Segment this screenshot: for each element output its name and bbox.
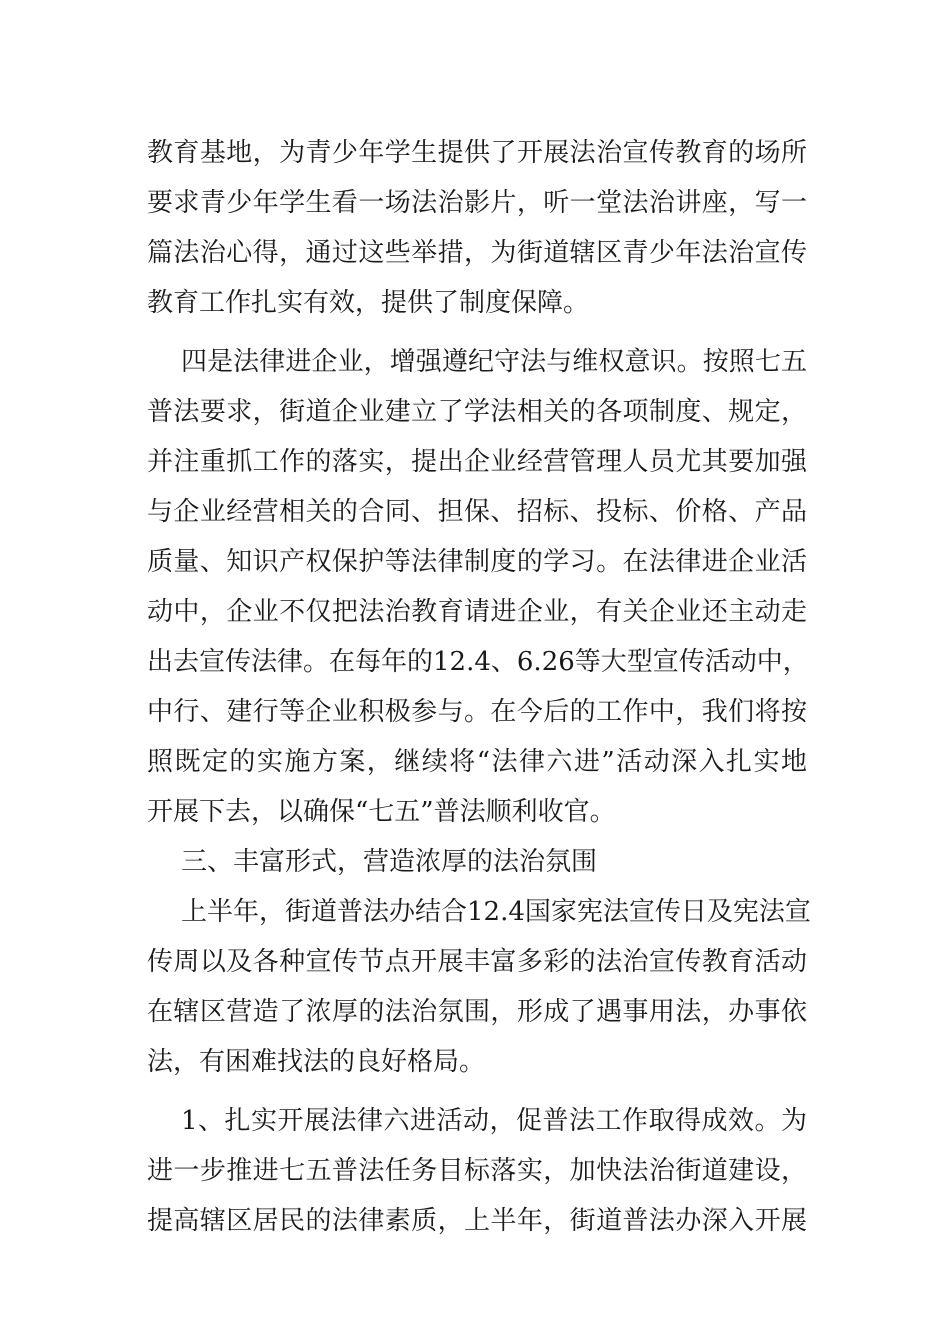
text-line: 法，有困难找法的良好格局。 xyxy=(147,1047,486,1077)
document-body xyxy=(147,128,811,1246)
text-line: 教育基地，为青少年学生提供了开展法治宣传教育的场所 xyxy=(147,138,807,168)
section-heading-three xyxy=(147,837,807,887)
text-line: 1、扎实开展法律六进活动，促普法工作取得成效。为 xyxy=(181,1106,807,1136)
text-line: 要求青少年学生看一场法治影片，听一堂法治讲座，写一 xyxy=(147,188,807,218)
text-line: 并注重抓工作的落实，提出企业经营管理人员尤其要加强 xyxy=(147,447,807,477)
text-line: 教育工作扎实有效，提供了制度保障。 xyxy=(147,288,590,318)
paragraph-six-entries-activity xyxy=(147,1096,807,1246)
text-line: 普法要求，街道企业建立了学法相关的各项制度、规定， xyxy=(147,397,807,427)
text-line: 提高辖区居民的法律素质，上半年，街道普法办深入开展 xyxy=(147,1206,807,1236)
text-line: 在辖区营造了浓厚的法治氛围，形成了遇事用法，办事依 xyxy=(147,997,807,1027)
paragraph-education-base xyxy=(147,128,807,328)
paragraph-first-half-year xyxy=(147,887,811,1087)
text-line: 与企业经营相关的合同、担保、招标、投标、价格、产品 xyxy=(147,497,807,527)
text-line: 篇法治心得，通过这些举措，为街道辖区青少年法治宣传 xyxy=(147,238,807,268)
text-line: 照既定的实施方案，继续将“法律六进”活动深入扎实地 xyxy=(147,747,807,777)
text-line: 传周以及各种宣传节点开展丰富多彩的法治宣传教育活动 xyxy=(147,947,807,977)
section-heading: 三、丰富形式，营造浓厚的法治氛围 xyxy=(181,847,598,877)
text-line: 出去宣传法律。在每年的12.4、6.26等大型宣传活动中， xyxy=(147,647,809,677)
text-line: 四是法律进企业，增强遵纪守法与维权意识。按照七五 xyxy=(181,347,807,377)
text-line: 进一步推进七五普法任务目标落实，加快法治街道建设， xyxy=(147,1156,807,1186)
text-line: 上半年，街道普法办结合12.4国家宪法宣传日及宪法宣 xyxy=(181,897,811,927)
paragraph-law-into-enterprises xyxy=(147,337,807,837)
text-line: 中行、建行等企业积极参与。在今后的工作中，我们将按 xyxy=(147,697,807,727)
text-line: 动中，企业不仅把法治教育请进企业，有关企业还主动走 xyxy=(147,597,807,627)
text-line: 质量、知识产权保护等法律制度的学习。在法律进企业活 xyxy=(147,547,807,577)
text-line: 开展下去，以确保“七五”普法顺利收官。 xyxy=(147,797,616,827)
